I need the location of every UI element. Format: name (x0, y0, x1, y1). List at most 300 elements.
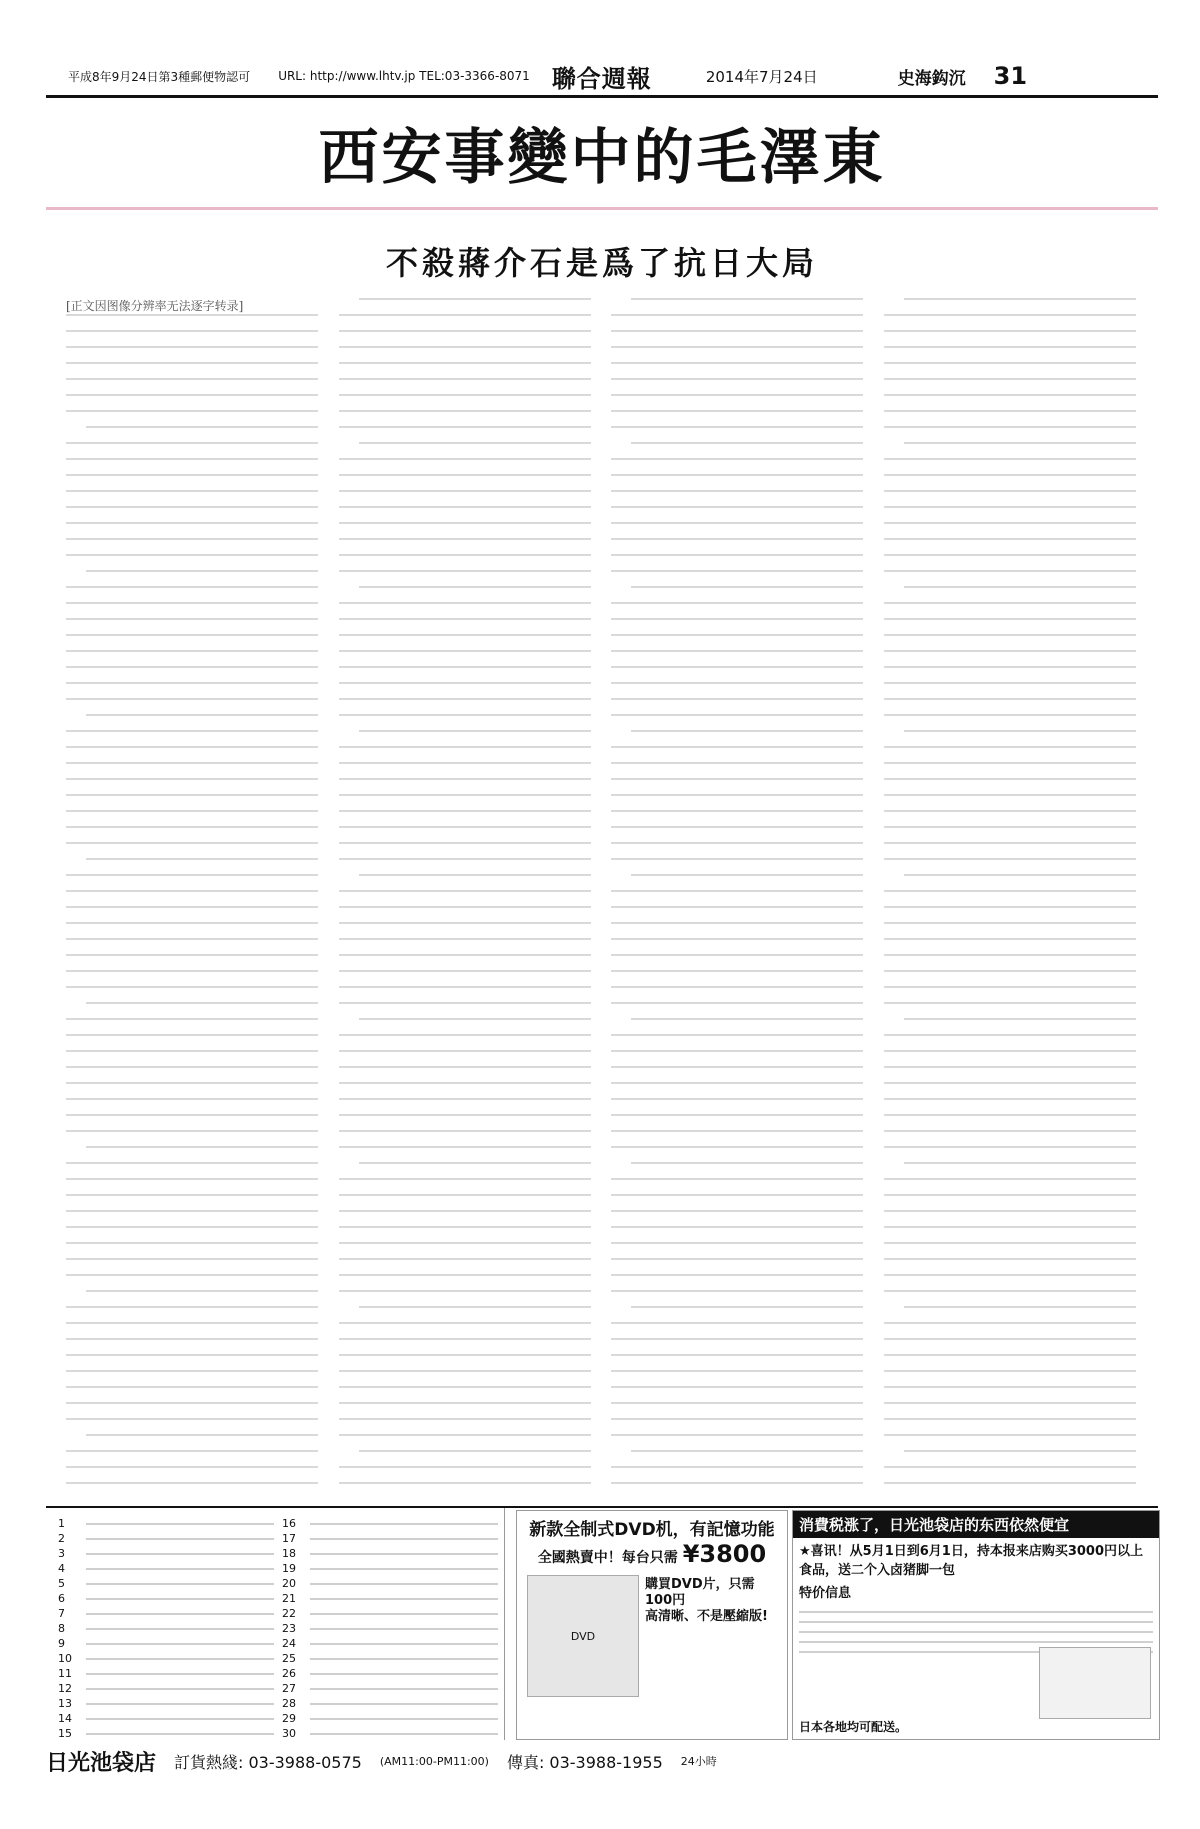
page-number: 31 (993, 62, 1028, 90)
text-line (611, 1290, 863, 1292)
text-line (611, 362, 863, 364)
text-line (339, 330, 591, 332)
text-line (884, 1242, 1136, 1244)
text-line (611, 1418, 863, 1420)
text-line (339, 762, 591, 764)
text-line (339, 1002, 591, 1004)
text-line (611, 1050, 863, 1052)
list-item: 15 (58, 1726, 274, 1741)
text-line (66, 954, 318, 956)
text-line (66, 762, 318, 764)
text-line (884, 698, 1136, 700)
text-line (339, 1146, 591, 1148)
text-line (884, 1274, 1136, 1276)
text-line (339, 538, 591, 540)
text-line (884, 1322, 1136, 1324)
text-line (66, 1210, 318, 1212)
text-line (611, 1466, 863, 1468)
text-line (884, 490, 1136, 492)
article-column (339, 298, 591, 1498)
text-line (884, 1146, 1136, 1148)
text-line (611, 666, 863, 668)
text-line (66, 1082, 318, 1084)
text-line (631, 1306, 863, 1308)
list-item: 6 (58, 1591, 274, 1606)
text-line (611, 1178, 863, 1180)
text-line (611, 826, 863, 828)
text-line (66, 810, 318, 812)
text-line (339, 1242, 591, 1244)
issue-date: 2014年7月24日 (705, 67, 818, 86)
text-line (884, 362, 1136, 364)
text-line (611, 698, 863, 700)
dvd-ad-promo-1: 購買DVD片，只需100円 (645, 1577, 755, 1608)
text-line (66, 938, 318, 940)
list-item: 9 (58, 1636, 274, 1651)
text-line (884, 1338, 1136, 1340)
text-line (66, 922, 318, 924)
text-line (884, 906, 1136, 908)
text-line (339, 1130, 591, 1132)
text-line (339, 746, 591, 748)
text-line (66, 538, 318, 540)
text-line (339, 1386, 591, 1388)
newspaper-brand: 聯合週報 (551, 64, 652, 93)
text-line (66, 1306, 318, 1308)
text-line (66, 970, 318, 972)
text-line (611, 986, 863, 988)
text-line (339, 554, 591, 556)
text-line (66, 1130, 318, 1132)
text-line (339, 1482, 591, 1484)
text-line (884, 554, 1136, 556)
text-line (339, 314, 591, 316)
text-line (904, 730, 1136, 732)
text-line (884, 810, 1136, 812)
list-item: 25 (282, 1651, 498, 1666)
text-line (884, 922, 1136, 924)
text-line (339, 650, 591, 652)
text-line (884, 1290, 1136, 1292)
dvd-ad-promo (645, 1577, 781, 1625)
text-line (611, 426, 863, 428)
text-line (884, 522, 1136, 524)
text-line (884, 378, 1136, 380)
text-line (359, 874, 591, 876)
text-line (611, 1130, 863, 1132)
list-item: 19 (282, 1561, 498, 1576)
text-line (884, 1114, 1136, 1116)
list-item: 2 (58, 1531, 274, 1546)
text-line (884, 1226, 1136, 1228)
text-line (339, 1402, 591, 1404)
text-line (339, 410, 591, 412)
text-line (611, 1274, 863, 1276)
list-item: 5 (58, 1576, 274, 1591)
text-line (611, 602, 863, 604)
text-line (66, 442, 318, 444)
text-line (631, 730, 863, 732)
text-line (339, 1322, 591, 1324)
text-line (66, 1466, 318, 1468)
text-line (66, 490, 318, 492)
header-rule (46, 95, 1158, 98)
text-line (611, 1242, 863, 1244)
text-line (66, 1098, 318, 1100)
text-line (611, 682, 863, 684)
fax-number: 傳真: 03-3988-1955 (506, 1752, 663, 1772)
postal-permit: 平成8年9月24日第3種郵便物認可 (68, 69, 251, 84)
text-line (884, 666, 1136, 668)
text-line (611, 394, 863, 396)
list-item: 13 (58, 1696, 274, 1711)
text-line (611, 842, 863, 844)
text-line (66, 378, 318, 380)
text-line (66, 1162, 318, 1164)
text-line (66, 1018, 318, 1020)
text-line (66, 362, 318, 364)
text-line (66, 650, 318, 652)
text-line (66, 1258, 318, 1260)
text-line (339, 1466, 591, 1468)
text-line (611, 490, 863, 492)
text-line (884, 1130, 1136, 1132)
text-line (359, 1162, 591, 1164)
text-line (611, 1402, 863, 1404)
dvd-ad-promo-2: 高清晰、不是壓縮版! (645, 1609, 768, 1624)
dvd-title-list (46, 1508, 505, 1740)
text-line (66, 1178, 318, 1180)
text-line (339, 698, 591, 700)
text-line (339, 1258, 591, 1260)
text-line (611, 970, 863, 972)
text-line (611, 554, 863, 556)
text-line (611, 746, 863, 748)
text-line (884, 1210, 1136, 1212)
text-line (884, 1386, 1136, 1388)
text-line (66, 506, 318, 508)
text-line (884, 1034, 1136, 1036)
text-line (339, 954, 591, 956)
text-line (884, 618, 1136, 620)
dvd-player-image: DVD (527, 1575, 639, 1697)
store-name: 日光池袋店 (46, 1750, 157, 1776)
list-item: 23 (282, 1621, 498, 1636)
dvd-ad-price-value: ¥3800 (682, 1540, 767, 1568)
text-line (339, 1210, 591, 1212)
text-line (66, 410, 318, 412)
text-line (339, 1082, 591, 1084)
text-line (611, 906, 863, 908)
text-line (611, 650, 863, 652)
text-line (66, 634, 318, 636)
text-line (904, 874, 1136, 876)
text-line (611, 1082, 863, 1084)
list-item: 8 (58, 1621, 274, 1636)
text-line (884, 602, 1136, 604)
text-line (884, 842, 1136, 844)
text-line (86, 570, 318, 572)
site-url: URL: http://www.lhtv.jp TEL:03-3366-8071 (278, 69, 530, 83)
sale-ad-subtitle: 特价信息 (799, 1586, 852, 1601)
text-line (339, 1290, 591, 1292)
text-line (339, 842, 591, 844)
text-line (884, 1050, 1136, 1052)
article-column (611, 298, 863, 1498)
text-line (611, 1210, 863, 1212)
text-line (66, 1354, 318, 1356)
list-item: 12 (58, 1681, 274, 1696)
masthead (46, 58, 1158, 94)
text-line (884, 1402, 1136, 1404)
text-line (66, 666, 318, 668)
text-line (339, 490, 591, 492)
text-line (359, 1018, 591, 1020)
text-line (631, 298, 863, 300)
text-line (611, 762, 863, 764)
text-line (884, 970, 1136, 972)
text-line (611, 570, 863, 572)
text-line (611, 474, 863, 476)
text-line (66, 890, 318, 892)
text-line (66, 842, 318, 844)
list-item: 3 (58, 1546, 274, 1561)
text-line (339, 506, 591, 508)
section-name: 史海鈎沉 (897, 68, 966, 89)
sale-ad-title: 消費税涨了，日光池袋店的东西依然便宜 (793, 1511, 1159, 1538)
text-line (66, 1050, 318, 1052)
text-line (339, 1066, 591, 1068)
text-line (339, 1370, 591, 1372)
article-column (66, 298, 318, 1498)
text-line (66, 618, 318, 620)
text-line (631, 1162, 863, 1164)
text-line (611, 1114, 863, 1116)
text-line (611, 794, 863, 796)
text-line (611, 1066, 863, 1068)
list-item: 30 (282, 1726, 498, 1741)
text-line (884, 458, 1136, 460)
text-line (884, 570, 1136, 572)
text-line (339, 458, 591, 460)
text-line (884, 394, 1136, 396)
text-line (66, 730, 318, 732)
order-tel: 訂貨熱綫: 03-3988-0575 (174, 1752, 362, 1772)
text-line (611, 954, 863, 956)
text-line (339, 666, 591, 668)
text-line (66, 906, 318, 908)
text-line (66, 602, 318, 604)
text-line (884, 410, 1136, 412)
text-line (66, 458, 318, 460)
text-line (66, 522, 318, 524)
list-item: 10 (58, 1651, 274, 1666)
text-line (631, 586, 863, 588)
body-placeholder-note: [正文因图像分辨率无法逐字转录] (66, 299, 244, 313)
list-item: 24 (282, 1636, 498, 1651)
text-line (884, 538, 1136, 540)
text-line (631, 1018, 863, 1020)
text-line (66, 1450, 318, 1452)
text-line (611, 1386, 863, 1388)
text-line (66, 1386, 318, 1388)
text-line (339, 378, 591, 380)
text-line (339, 394, 591, 396)
store-hours: (AM11:00-PM11:00) (379, 1754, 489, 1768)
dvd-ad-price-line: 全國熱賣中！每台只需 (537, 1550, 678, 1566)
list-item: 14 (58, 1711, 274, 1726)
text-line (884, 1178, 1136, 1180)
text-line (66, 1418, 318, 1420)
text-line (339, 1034, 591, 1036)
text-line (611, 618, 863, 620)
text-line (884, 890, 1136, 892)
list-column-left (58, 1516, 274, 1741)
text-line (339, 1434, 591, 1436)
text-line (884, 682, 1136, 684)
text-line (611, 778, 863, 780)
text-line (884, 762, 1136, 764)
text-line (359, 298, 591, 300)
subheadline: 不殺蔣介石是爲了抗日大局 (385, 244, 818, 282)
headline: 西安事變中的毛澤東 (318, 123, 886, 193)
text-line (359, 730, 591, 732)
text-line (339, 618, 591, 620)
text-line (66, 1242, 318, 1244)
list-item: 18 (282, 1546, 498, 1561)
text-line (339, 474, 591, 476)
store-contact-bar (46, 1744, 746, 1778)
text-line (66, 1114, 318, 1116)
text-line (611, 458, 863, 460)
text-line (884, 794, 1136, 796)
text-line (66, 314, 318, 316)
text-line (904, 1450, 1136, 1452)
text-line (339, 1226, 591, 1228)
text-line (66, 986, 318, 988)
text-line (66, 1370, 318, 1372)
text-line (884, 1482, 1136, 1484)
text-line (339, 1338, 591, 1340)
list-column-right (282, 1516, 498, 1741)
text-line (611, 1194, 863, 1196)
text-line (884, 746, 1136, 748)
text-line (66, 1482, 318, 1484)
text-line (611, 538, 863, 540)
text-line (611, 1146, 863, 1148)
text-line (66, 698, 318, 700)
text-line (884, 1466, 1136, 1468)
text-line (66, 1034, 318, 1036)
list-item: 1 (58, 1516, 274, 1531)
text-line (884, 1434, 1136, 1436)
text-line (66, 1338, 318, 1340)
text-line (611, 1354, 863, 1356)
text-line (631, 1450, 863, 1452)
text-line (884, 1258, 1136, 1260)
text-line (884, 1066, 1136, 1068)
text-line (339, 826, 591, 828)
text-line (66, 1226, 318, 1228)
text-line (339, 922, 591, 924)
text-line (884, 1082, 1136, 1084)
text-line (339, 1274, 591, 1276)
sale-ad-footer: 日本各地均可配送。 (799, 1720, 908, 1734)
text-line (904, 1162, 1136, 1164)
text-line (884, 714, 1136, 716)
text-line (884, 1370, 1136, 1372)
text-line (339, 602, 591, 604)
list-item: 16 (282, 1516, 498, 1531)
store-open-note: 24小時 (680, 1755, 717, 1768)
text-line (611, 634, 863, 636)
text-line (66, 794, 318, 796)
text-line (611, 858, 863, 860)
list-item: 20 (282, 1576, 498, 1591)
list-item: 7 (58, 1606, 274, 1621)
text-line (611, 410, 863, 412)
text-line (611, 346, 863, 348)
text-line (66, 586, 318, 588)
text-line (66, 1274, 318, 1276)
list-item: 22 (282, 1606, 498, 1621)
text-line (339, 970, 591, 972)
text-line (611, 1258, 863, 1260)
dvd-player-ad (516, 1510, 788, 1740)
text-line (611, 1338, 863, 1340)
text-line (66, 474, 318, 476)
text-line (611, 378, 863, 380)
text-line (611, 1098, 863, 1100)
text-line (339, 714, 591, 716)
text-line (339, 426, 591, 428)
ad-area (46, 1506, 1158, 1778)
text-line (884, 826, 1136, 828)
text-line (66, 394, 318, 396)
text-line (884, 938, 1136, 940)
text-line (884, 506, 1136, 508)
text-line (884, 650, 1136, 652)
text-line (884, 858, 1136, 860)
text-line (631, 874, 863, 876)
text-line (66, 1066, 318, 1068)
text-line (359, 1306, 591, 1308)
text-line (86, 426, 318, 428)
text-line (339, 1098, 591, 1100)
text-line (904, 586, 1136, 588)
text-line (339, 1194, 591, 1196)
text-line (884, 1098, 1136, 1100)
text-line (611, 922, 863, 924)
list-item: 27 (282, 1681, 498, 1696)
text-line (884, 1194, 1136, 1196)
text-line (904, 1018, 1136, 1020)
text-line (884, 426, 1136, 428)
text-line (66, 1402, 318, 1404)
text-line (339, 634, 591, 636)
text-line (611, 330, 863, 332)
text-line (611, 1434, 863, 1436)
text-line (66, 826, 318, 828)
text-line (66, 1322, 318, 1324)
text-line (339, 890, 591, 892)
text-line (611, 314, 863, 316)
text-line (611, 1370, 863, 1372)
text-line (884, 778, 1136, 780)
text-line (611, 522, 863, 524)
text-line (611, 938, 863, 940)
text-line (86, 858, 318, 860)
